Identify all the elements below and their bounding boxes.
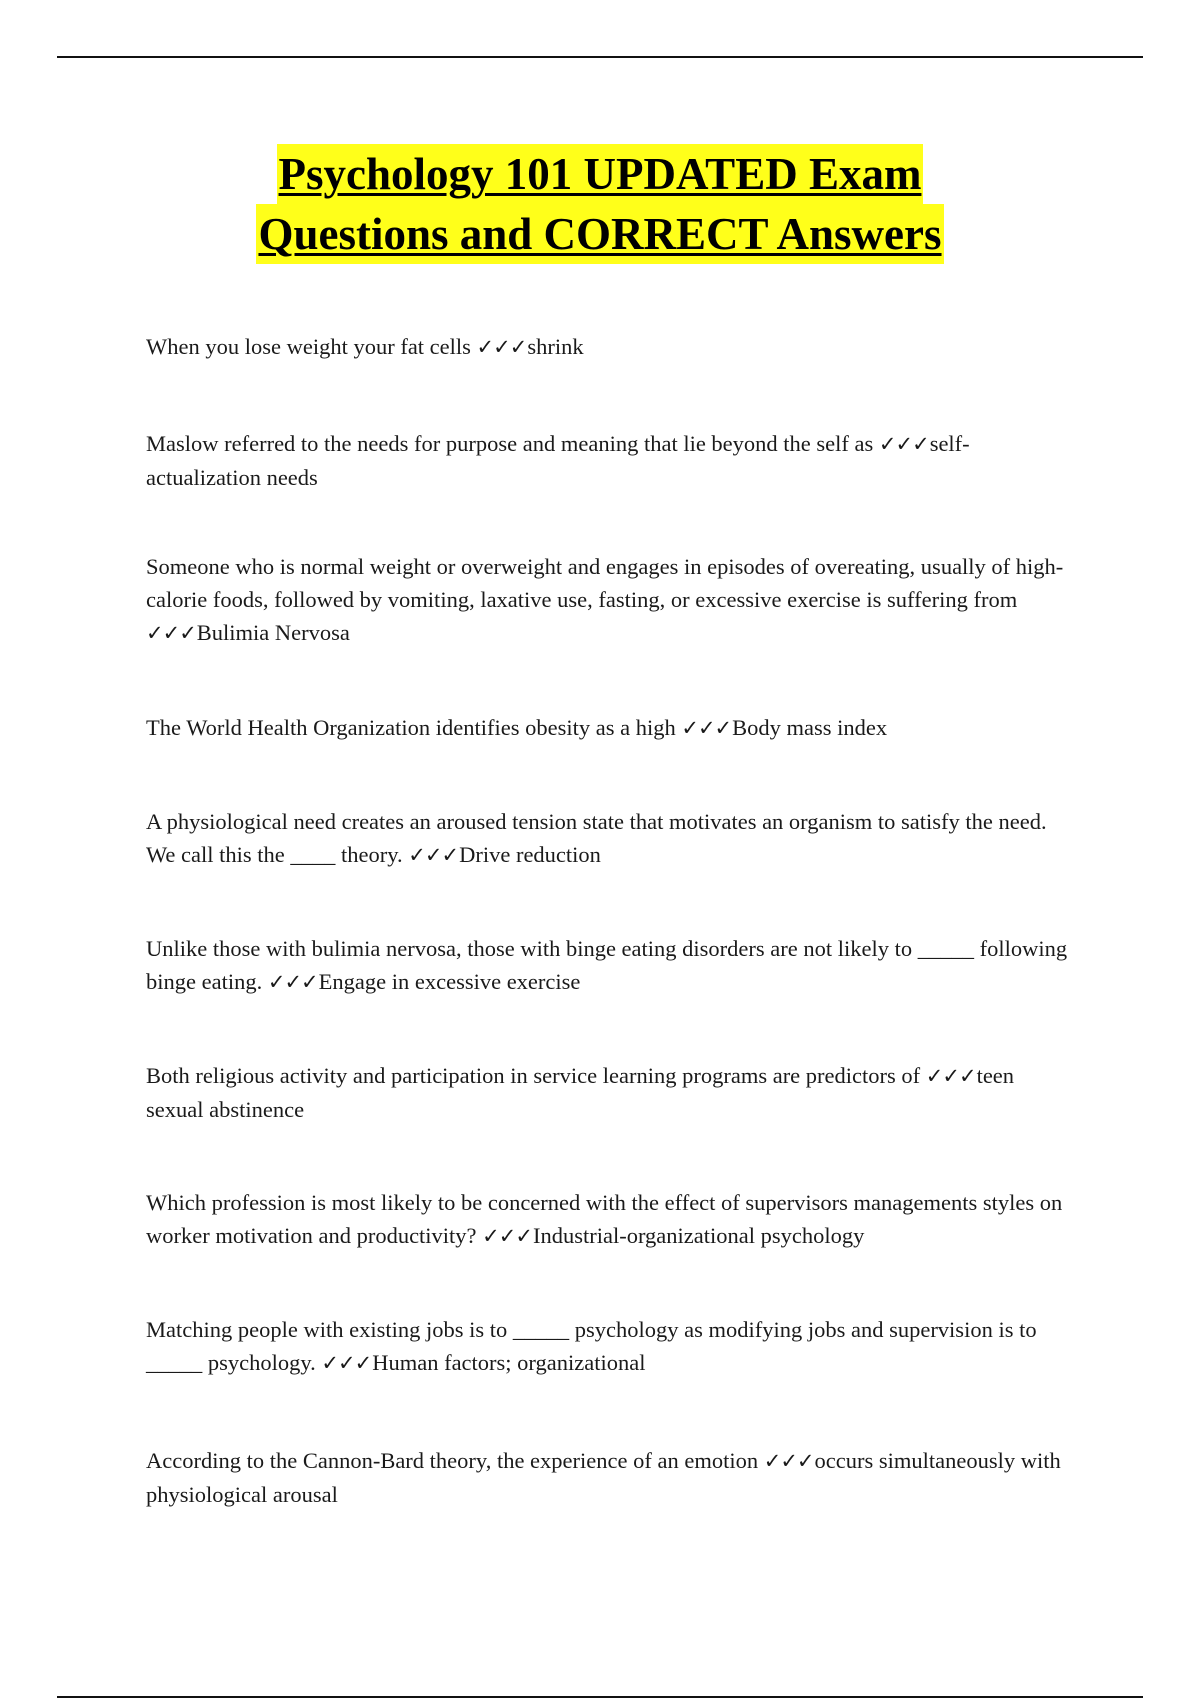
answer-text: shrink	[527, 334, 584, 359]
answer-text: Drive reduction	[459, 842, 601, 867]
title-line-2: Questions and CORRECT Answers	[256, 204, 943, 264]
qa-item-9	[146, 1313, 1076, 1380]
check-marks-icon: ✓✓✓	[321, 1351, 372, 1375]
check-marks-icon: ✓✓✓	[267, 970, 318, 994]
check-marks-icon: ✓✓✓	[925, 1064, 976, 1088]
question-text: Someone who is normal weight or overweight and engages in episodes of overeating, usually of high-calorie foods, followed by vomiting, laxative use, fasting, or excessive exercise is suffering from	[146, 554, 1064, 612]
answer-text: Human factors; organizational	[372, 1350, 646, 1375]
answer-text: occurs simultaneously with physiological arousal	[146, 1448, 1061, 1507]
question-text: Unlike those with bulimia nervosa, those with binge eating disorders are not likely to _____ following binge eating.	[146, 936, 1068, 994]
answer-text: teen sexual abstinence	[146, 1063, 1015, 1122]
answer-text: Bulimia Nervosa	[196, 620, 350, 645]
answer-text: self-actualization needs	[146, 431, 970, 490]
check-marks-icon: ✓✓✓	[878, 432, 929, 456]
question-text: Both religious activity and participation in service learning programs are predictors of	[146, 1063, 926, 1088]
check-marks-icon: ✓✓✓	[408, 843, 459, 867]
answer-text: Engage in excessive exercise	[318, 969, 581, 994]
answer-text: Body mass index	[732, 715, 888, 740]
question-text: According to the Cannon-Bard theory, the experience of an emotion	[146, 1448, 764, 1473]
title-line-1: Psychology 101 UPDATED Exam	[277, 144, 924, 204]
check-marks-icon: ✓✓✓	[482, 1224, 532, 1248]
qa-item-10	[146, 1444, 1076, 1511]
question-text: Matching people with existing jobs is to _____ psychology as modifying jobs and supervision is to _____ psychology.	[146, 1317, 1037, 1375]
question-text: A physiological need creates an aroused tension state that motivates an organism to satisfy the need. We call this the ____ theory.	[146, 809, 1047, 867]
question-text: The World Health Organization identifies obesity as a high	[146, 715, 682, 740]
qa-item-7	[146, 1059, 1076, 1126]
check-marks-icon: ✓✓✓	[146, 621, 196, 645]
question-text: When you lose weight your fat cells	[146, 334, 477, 359]
qa-item-2	[146, 427, 1076, 494]
check-marks-icon: ✓✓✓	[476, 335, 527, 359]
document-title	[0, 144, 1200, 264]
qa-item-6	[146, 932, 1076, 999]
qa-item-4	[146, 711, 1076, 745]
question-text: Maslow referred to the needs for purpose and meaning that lie beyond the self as	[146, 431, 879, 456]
check-marks-icon: ✓✓✓	[681, 716, 732, 740]
header-rule	[57, 56, 1143, 58]
answer-text: Industrial-organizational psychology	[532, 1223, 865, 1248]
check-marks-icon: ✓✓✓	[763, 1449, 814, 1473]
question-text: Which profession is most likely to be concerned with the effect of supervisors managements styles on worker motivation and productivity?	[146, 1190, 1063, 1248]
qa-item-5	[146, 805, 1076, 872]
qa-item-8	[146, 1186, 1076, 1253]
qa-item-3	[146, 550, 1076, 650]
footer-rule	[57, 1696, 1143, 1698]
qa-item-1	[146, 330, 1076, 364]
